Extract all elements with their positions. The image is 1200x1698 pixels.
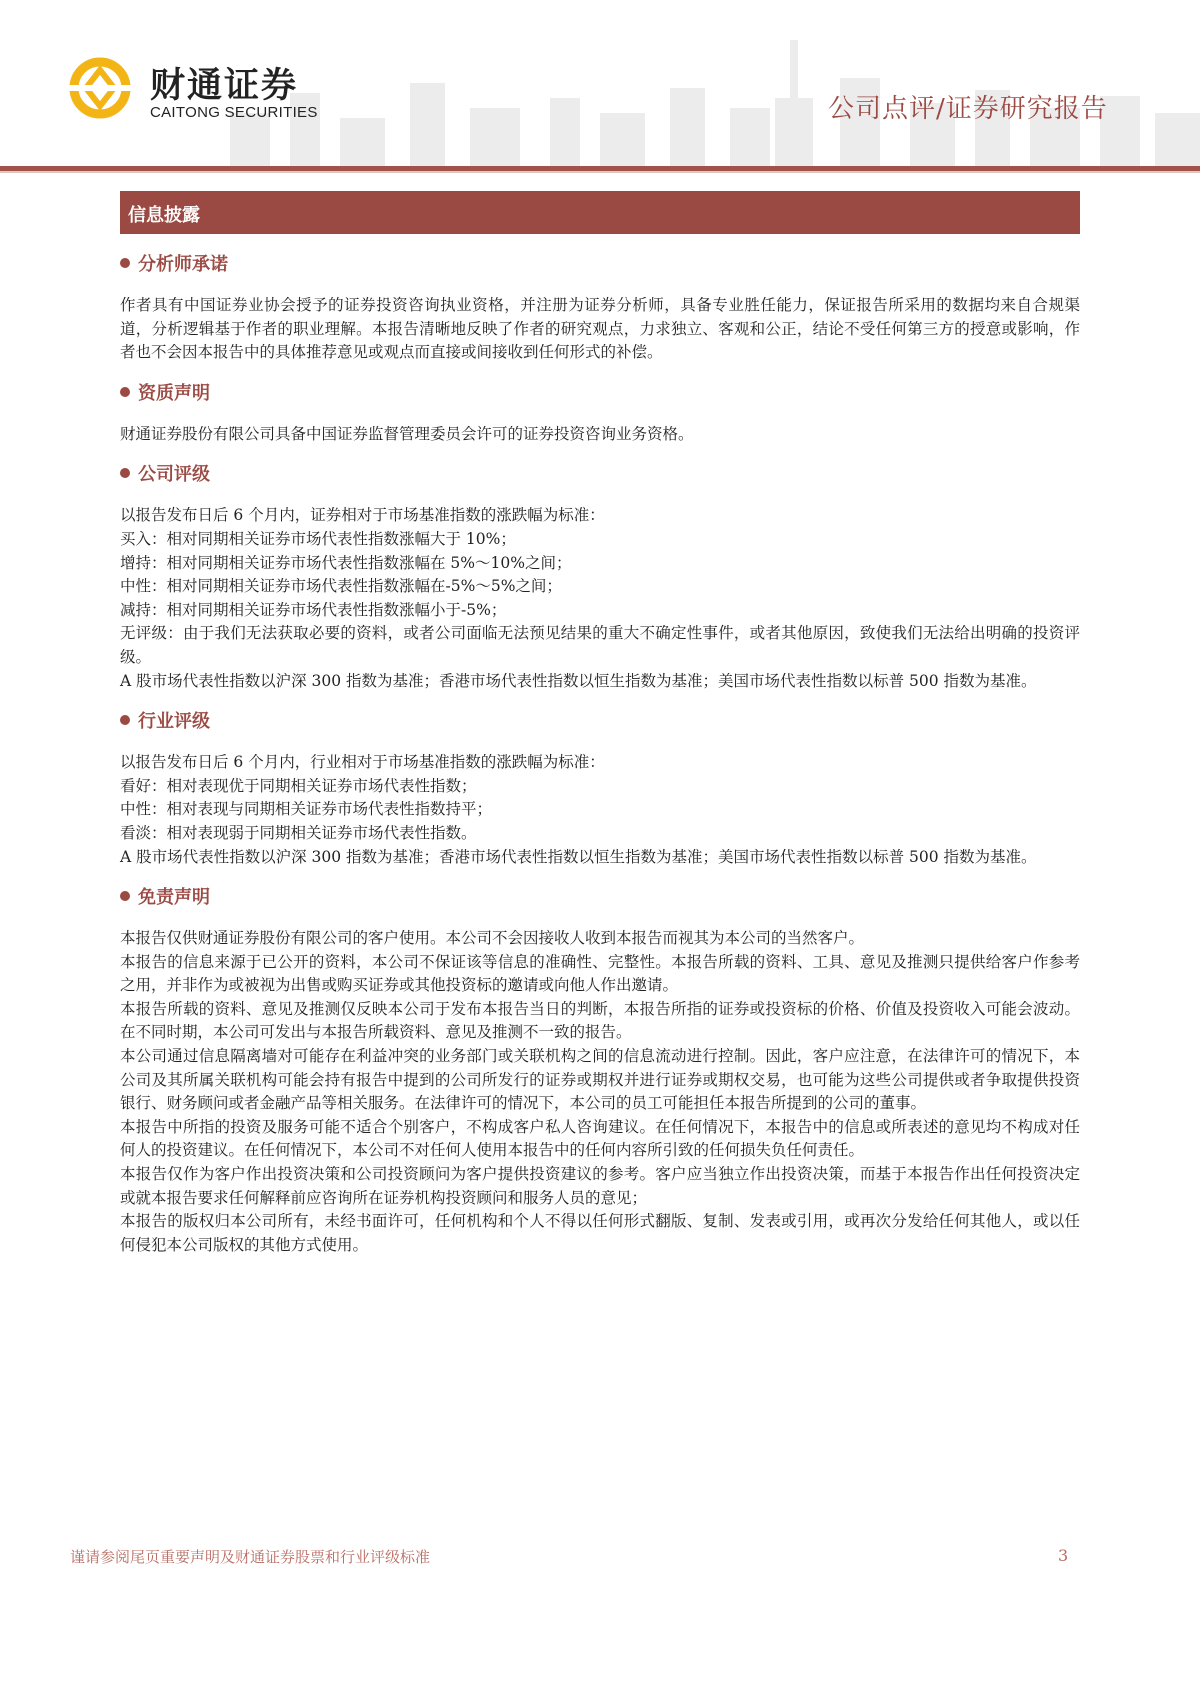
section-body — [120, 504, 1080, 693]
section-heading — [120, 253, 1080, 277]
bullet-icon — [120, 891, 130, 901]
paragraph: 本报告的版权归本公司所有，未经书面许可，任何机构和个人不得以任何形式翻版、复制、发表或引用，或再次分发给任何其他人，或以任何侵犯本公司版权的其他方式使用。 — [120, 1212, 1080, 1254]
section-heading — [120, 463, 1080, 487]
paragraph: 本报告仅作为客户作出投资决策和公司投资顾问为客户提供投资建议的参考。客户应当独立作出投资决策，而基于本报告作出任何投资决定或就本报告要求任何解释前应咨询所在证券机构投资顾问和服务人员的意见； — [120, 1165, 1080, 1207]
footer-note: 谨请参阅尾页重要声明及财通证券股票和行业评级标准 — [70, 1548, 431, 1566]
section-heading-text: 分析师承诺 — [138, 254, 228, 275]
paragraph: 看淡：相对表现弱于同期相关证券市场代表性指数。 — [120, 823, 477, 842]
paragraph: 以报告发布日后 6 个月内，行业相对于市场基准指数的涨跌幅为标准： — [120, 753, 605, 772]
paragraph: 减持：相对同期相关证券市场代表性指数涨幅小于-5%； — [120, 600, 507, 619]
caitong-logo-icon — [68, 56, 132, 120]
section-heading-text: 资质声明 — [138, 382, 210, 404]
paragraph: 本报告所载的资料、意见及推测仅反映本公司于发布本报告当日的判断，本报告所指的证券或投资标的价格、价值及投资收入可能会波动。在不同时期，本公司可发出与本报告所载资料、意见及推测不一致的报告。 — [120, 999, 1080, 1042]
bullet-icon — [120, 715, 130, 725]
section-heading — [120, 382, 1080, 406]
banner-title: 信息披露 — [128, 205, 200, 226]
section-heading-text: 免责声明 — [138, 887, 210, 909]
disclosure-content — [120, 253, 1080, 1274]
paragraph: A 股市场代表性指数以沪深 300 指数为基准；香港市场代表性指数以恒生指数为基准；美国市场代表性指数以标普 500 指数为基准。 — [120, 847, 1037, 866]
section-banner — [120, 191, 1080, 234]
page-number: 3 — [1058, 1546, 1069, 1565]
section-body — [120, 927, 1080, 1257]
paragraph: 增持：相对同期相关证券市场代表性指数涨幅在 5%～10%之间； — [120, 553, 572, 572]
section-heading — [120, 710, 1080, 734]
paragraph: 本报告仅供财通证券股份有限公司的客户使用。本公司不会因接收人收到本报告而视其为本公司的当然客户。 — [120, 929, 865, 948]
bullet-icon — [120, 387, 130, 397]
bullet-icon — [120, 258, 130, 268]
header-divider-light — [0, 171, 1200, 173]
paragraph: 买入：相对同期相关证券市场代表性指数涨幅大于 10%； — [120, 529, 516, 548]
paragraph: 无评级：由于我们无法获取必要的资料，或者公司面临无法预见结果的重大不确定性事件，或者其他原因，致使我们无法给出明确的投资评级。 — [120, 624, 1080, 666]
paragraph: 中性：相对表现与同期相关证券市场代表性指数持平； — [120, 800, 493, 819]
document-type-title: 公司点评/证券研究报告 — [828, 94, 1108, 124]
section-body — [120, 423, 1080, 447]
paragraph: A 股市场代表性指数以沪深 300 指数为基准；香港市场代表性指数以恒生指数为基准；美国市场代表性指数以标普 500 指数为基准。 — [120, 671, 1037, 690]
logo-english-name: CAITONG SECURITIES — [150, 104, 318, 121]
section-body — [120, 294, 1080, 365]
paragraph: 财通证券股份有限公司具备中国证券监督管理委员会许可的证券投资咨询业务资格。 — [120, 424, 694, 443]
paragraph: 以报告发布日后 6 个月内，证券相对于市场基准指数的涨跌幅为标准： — [120, 506, 605, 525]
paragraph: 本公司通过信息隔离墙对可能存在利益冲突的业务部门或关联机构之间的信息流动进行控制。因此，客户应注意，在法律许可的情况下，本公司及其所属关联机构可能会持有报告中提到的公司所发行的证券或期权并进行证券或期权交易，也可能为这些公司提供或者争取提供投资银行、财务顾问或者金融产品等相关服务。在法律许可的情况下，本公司的员工可能担任本报告所提到的公司的董事。 — [120, 1047, 1080, 1113]
section-body — [120, 751, 1080, 869]
paragraph: 本报告中所指的投资及服务可能不适合个别客户，不构成客户私人咨询建议。在任何情况下，本报告中的信息或所表述的意见均不构成对任何人的投资建议。在任何情况下，本公司不对任何人使用本报告中的任何内容所引致的任何损失负任何责任。 — [120, 1117, 1080, 1160]
bullet-icon — [120, 468, 130, 478]
paragraph: 中性：相对同期相关证券市场代表性指数涨幅在-5%～5%之间； — [120, 577, 562, 596]
logo-chinese-name: 财通证券 — [150, 66, 299, 106]
section-heading-text: 公司评级 — [138, 464, 210, 486]
paragraph: 本报告的信息来源于已公开的资料，本公司不保证该等信息的准确性、完整性。本报告所载的资料、工具、意见及推测只提供给客户作参考之用，并非作为或被视为出售或购买证券或其他投资标的邀请或向他人作出邀请。 — [120, 952, 1080, 995]
paragraph: 看好：相对表现优于同期相关证券市场代表性指数； — [120, 776, 477, 795]
section-heading — [120, 886, 1080, 910]
page-header — [0, 0, 1200, 172]
paragraph: 作者具有中国证券业协会授予的证券投资咨询执业资格，并注册为证券分析师，具备专业胜任能力，保证报告所采用的数据均来自合规渠道，分析逻辑基于作者的职业理解。本报告清晰地反映了作者的研究观点，力求独立、客观和公正，结论不受任何第三方的授意或影响，作者也不会因本报告中的具体推荐意见或观点而直接或间接收到任何形式的补偿。 — [120, 296, 1080, 362]
section-heading-text: 行业评级 — [138, 711, 210, 733]
